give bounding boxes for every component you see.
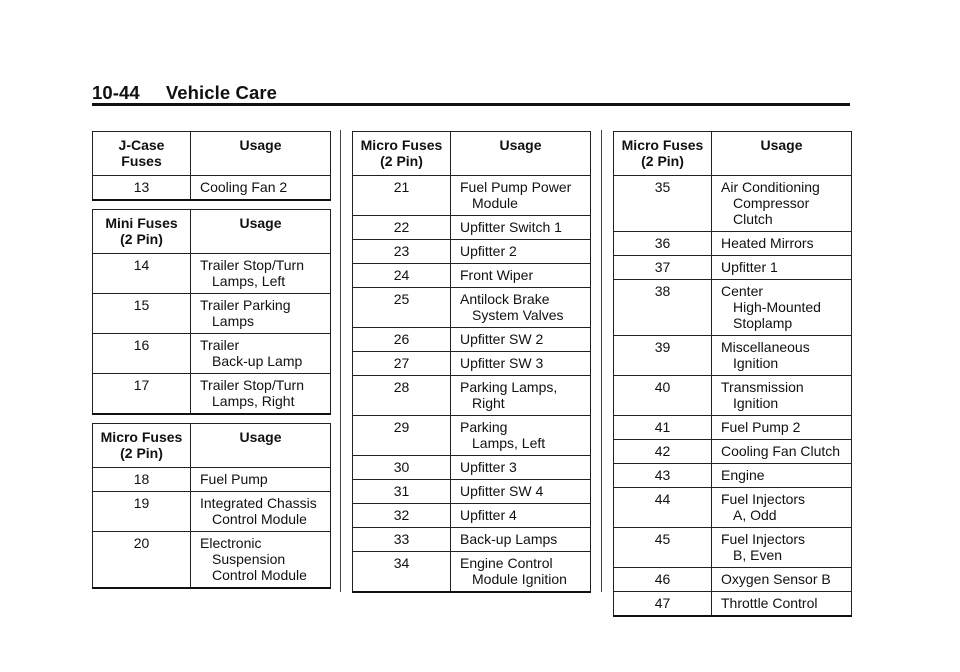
table-row bbox=[614, 568, 852, 592]
fuse-number: 22 bbox=[353, 216, 451, 240]
table-row bbox=[614, 280, 852, 336]
table-row bbox=[93, 374, 331, 415]
col-header-usage: Usage bbox=[451, 132, 591, 176]
fuse-usage-line: Trailer Parking bbox=[200, 297, 291, 313]
fuse-usage-line: Trailer bbox=[200, 337, 240, 353]
table-row bbox=[353, 352, 591, 376]
fuse-usage-line: Center bbox=[721, 283, 764, 299]
table-row bbox=[93, 468, 331, 492]
fuse-usage bbox=[712, 592, 852, 617]
fuse-number: 39 bbox=[614, 336, 712, 376]
fuse-usage-line: Upfitter 1 bbox=[721, 259, 778, 275]
table-row bbox=[614, 464, 852, 488]
fuse-usage bbox=[191, 532, 331, 589]
table-row bbox=[353, 552, 591, 593]
fuse-usage-line: B, Even bbox=[733, 547, 783, 563]
fuse-usage bbox=[712, 376, 852, 416]
col-header-fuse bbox=[614, 132, 712, 176]
fuse-table-jcase bbox=[92, 131, 331, 201]
fuse-number: 40 bbox=[614, 376, 712, 416]
fuse-number: 43 bbox=[614, 464, 712, 488]
col-header-usage: Usage bbox=[191, 424, 331, 468]
fuse-usage-line: Compressor Clutch bbox=[733, 195, 810, 227]
fuse-usage-line: Lamps, Right bbox=[212, 393, 295, 409]
fuse-usage-line: Fuel Injectors bbox=[721, 531, 806, 547]
table-row bbox=[353, 528, 591, 552]
fuse-usage-line: Back-up Lamp bbox=[212, 353, 303, 369]
table-row bbox=[614, 376, 852, 416]
fuse-usage-line: Antilock Brake bbox=[460, 291, 550, 307]
col-header-fuse-line: (2 Pin) bbox=[120, 231, 163, 247]
fuse-usage-line: Fuel Injectors bbox=[721, 491, 806, 507]
fuse-usage bbox=[451, 504, 591, 528]
table-row bbox=[614, 416, 852, 440]
fuse-usage bbox=[191, 374, 331, 415]
fuse-usage-line: Trailer Stop/Turn bbox=[200, 257, 304, 273]
col-header-fuse-line: Micro Fuses bbox=[360, 137, 443, 153]
fuse-usage-line: Back-up Lamps bbox=[460, 531, 558, 547]
table-row bbox=[353, 216, 591, 240]
table-row bbox=[614, 528, 852, 568]
fuse-number: 17 bbox=[93, 374, 191, 415]
col-header-fuse-line: (2 Pin) bbox=[120, 445, 163, 461]
fuse-usage bbox=[712, 280, 852, 336]
fuse-number: 26 bbox=[353, 328, 451, 352]
fuse-usage-line: Miscellaneous bbox=[721, 339, 810, 355]
col-header-fuse-line: (2 Pin) bbox=[641, 153, 684, 169]
fuse-usage-line: Module Ignition bbox=[472, 571, 567, 587]
fuse-usage bbox=[451, 416, 591, 456]
fuse-usage bbox=[451, 352, 591, 376]
fuse-usage-line: Fuel Pump bbox=[200, 471, 268, 487]
table-row bbox=[614, 176, 852, 232]
fuse-table-micro-2 bbox=[352, 131, 591, 593]
fuse-usage bbox=[451, 480, 591, 504]
table-row bbox=[614, 488, 852, 528]
table-row bbox=[353, 288, 591, 328]
fuse-usage-line: Suspension bbox=[212, 551, 286, 567]
fuse-number: 34 bbox=[353, 552, 451, 593]
fuse-usage bbox=[451, 216, 591, 240]
fuse-number: 42 bbox=[614, 440, 712, 464]
page-header bbox=[92, 82, 277, 104]
table-row bbox=[93, 492, 331, 532]
table-row bbox=[353, 504, 591, 528]
fuse-number: 20 bbox=[93, 532, 191, 589]
fuse-usage bbox=[712, 528, 852, 568]
fuse-usage-line: Ignition bbox=[733, 355, 779, 371]
col-header-fuse-line: J-Case bbox=[118, 137, 165, 153]
fuse-number: 16 bbox=[93, 334, 191, 374]
table-row bbox=[93, 334, 331, 374]
fuse-usage-line: Cooling Fan Clutch bbox=[721, 443, 841, 459]
fuse-usage-line: Control Module bbox=[212, 567, 307, 583]
fuse-usage bbox=[191, 334, 331, 374]
col-header-fuse-line: Mini Fuses bbox=[105, 215, 178, 231]
fuse-usage-line: Trailer Stop/Turn bbox=[200, 377, 304, 393]
fuse-number: 47 bbox=[614, 592, 712, 617]
fuse-number: 23 bbox=[353, 240, 451, 264]
fuse-usage bbox=[712, 176, 852, 232]
fuse-usage bbox=[712, 256, 852, 280]
fuse-usage bbox=[191, 176, 331, 201]
col-header-usage: Usage bbox=[191, 132, 331, 176]
fuse-usage-line: Integrated Chassis bbox=[200, 495, 317, 511]
table-row bbox=[353, 328, 591, 352]
table-row bbox=[614, 232, 852, 256]
fuse-usage-line: Engine Control bbox=[460, 555, 553, 571]
fuse-usage-line: Cooling Fan 2 bbox=[200, 179, 288, 195]
fuse-usage-line: Parking bbox=[460, 419, 508, 435]
fuse-usage-line: Lamps, Left bbox=[472, 435, 546, 451]
fuse-usage-line: Upfitter SW 2 bbox=[460, 331, 544, 347]
fuse-usage-line: Engine bbox=[721, 467, 765, 483]
page-number: 10-44 bbox=[92, 82, 140, 103]
fuse-usage-line: Upfitter 4 bbox=[460, 507, 517, 523]
fuse-usage bbox=[451, 456, 591, 480]
fuse-number: 38 bbox=[614, 280, 712, 336]
fuse-usage bbox=[712, 488, 852, 528]
fuse-usage-line: Heated Mirrors bbox=[721, 235, 814, 251]
fuse-number: 27 bbox=[353, 352, 451, 376]
fuse-usage bbox=[191, 468, 331, 492]
fuse-usage-line: Transmission bbox=[721, 379, 804, 395]
fuse-usage-line: Front Wiper bbox=[460, 267, 534, 283]
table-row bbox=[93, 254, 331, 294]
fuse-usage-line: System Valves bbox=[472, 307, 564, 323]
fuse-number: 18 bbox=[93, 468, 191, 492]
table-row bbox=[353, 176, 591, 216]
fuse-usage-line: Stoplamp bbox=[733, 315, 793, 331]
fuse-number: 46 bbox=[614, 568, 712, 592]
fuse-number: 32 bbox=[353, 504, 451, 528]
fuse-number: 29 bbox=[353, 416, 451, 456]
fuse-usage-line: A, Odd bbox=[733, 507, 777, 523]
fuse-usage-line: Upfitter 2 bbox=[460, 243, 517, 259]
fuse-number: 21 bbox=[353, 176, 451, 216]
fuse-usage-line: High-Mounted bbox=[733, 299, 821, 315]
table-row bbox=[93, 294, 331, 334]
column-divider-2 bbox=[601, 130, 602, 592]
table-row bbox=[353, 416, 591, 456]
fuse-usage-line: Right bbox=[472, 395, 505, 411]
table-row bbox=[614, 256, 852, 280]
fuse-usage bbox=[451, 528, 591, 552]
fuse-number: 25 bbox=[353, 288, 451, 328]
fuse-number: 44 bbox=[614, 488, 712, 528]
fuse-table-micro-3 bbox=[613, 131, 852, 617]
column-divider-1 bbox=[340, 130, 341, 592]
fuse-usage bbox=[451, 552, 591, 593]
header-rule bbox=[92, 103, 850, 106]
fuse-usage-line: Air Conditioning bbox=[721, 179, 820, 195]
col-header-usage: Usage bbox=[191, 210, 331, 254]
col-header-fuse-line: Micro Fuses bbox=[100, 429, 183, 445]
col-header-fuse-line: Fuses bbox=[121, 153, 162, 169]
table-row bbox=[614, 336, 852, 376]
fuse-usage bbox=[712, 336, 852, 376]
table-row bbox=[93, 176, 331, 201]
fuse-usage bbox=[712, 416, 852, 440]
fuse-usage bbox=[191, 294, 331, 334]
fuse-usage-line: Upfitter SW 3 bbox=[460, 355, 544, 371]
fuse-usage-line: Throttle Control bbox=[721, 595, 818, 611]
col-header-fuse bbox=[353, 132, 451, 176]
fuse-number: 19 bbox=[93, 492, 191, 532]
fuse-number: 41 bbox=[614, 416, 712, 440]
fuse-usage-line: Fuel Pump 2 bbox=[721, 419, 801, 435]
table-row bbox=[93, 532, 331, 589]
table-row bbox=[353, 240, 591, 264]
fuse-usage-line: Lamps bbox=[212, 313, 255, 329]
col-header-fuse bbox=[93, 424, 191, 468]
fuse-usage bbox=[712, 232, 852, 256]
fuse-usage-line: Upfitter Switch 1 bbox=[460, 219, 562, 235]
fuse-usage bbox=[712, 568, 852, 592]
table-row bbox=[353, 480, 591, 504]
fuse-usage bbox=[451, 288, 591, 328]
fuse-usage bbox=[451, 328, 591, 352]
fuse-usage-line: Fuel Pump Power bbox=[460, 179, 572, 195]
fuse-usage bbox=[451, 176, 591, 216]
fuse-number: 24 bbox=[353, 264, 451, 288]
table-row bbox=[353, 376, 591, 416]
fuse-number: 13 bbox=[93, 176, 191, 201]
fuse-number: 45 bbox=[614, 528, 712, 568]
fuse-usage bbox=[191, 492, 331, 532]
fuse-usage bbox=[451, 264, 591, 288]
col-header-fuse bbox=[93, 210, 191, 254]
col-header-fuse-line: Micro Fuses bbox=[621, 137, 704, 153]
table-row bbox=[614, 440, 852, 464]
col-header-usage: Usage bbox=[712, 132, 852, 176]
fuse-number: 28 bbox=[353, 376, 451, 416]
section-title: Vehicle Care bbox=[165, 82, 278, 103]
fuse-usage bbox=[191, 254, 331, 294]
fuse-number: 33 bbox=[353, 528, 451, 552]
fuse-number: 35 bbox=[614, 176, 712, 232]
col-header-fuse-line: (2 Pin) bbox=[380, 153, 423, 169]
fuse-usage-line: Control Module bbox=[212, 511, 307, 527]
fuse-usage-line: Electronic bbox=[200, 535, 262, 551]
fuse-usage-line: Lamps, Left bbox=[212, 273, 286, 289]
fuse-usage-line: Oxygen Sensor B bbox=[721, 571, 831, 587]
fuse-usage bbox=[451, 376, 591, 416]
col-header-fuse bbox=[93, 132, 191, 176]
fuse-usage bbox=[712, 440, 852, 464]
fuse-usage-line: Upfitter 3 bbox=[460, 459, 517, 475]
table-row bbox=[353, 264, 591, 288]
fuse-number: 30 bbox=[353, 456, 451, 480]
fuse-number: 14 bbox=[93, 254, 191, 294]
fuse-number: 37 bbox=[614, 256, 712, 280]
fuse-number: 31 bbox=[353, 480, 451, 504]
fuse-table-micro-1 bbox=[92, 423, 331, 589]
fuse-number: 36 bbox=[614, 232, 712, 256]
fuse-usage-line: Parking Lamps, bbox=[460, 379, 558, 395]
fuse-table-mini bbox=[92, 209, 331, 415]
fuse-usage bbox=[451, 240, 591, 264]
fuse-usage bbox=[712, 464, 852, 488]
table-row bbox=[614, 592, 852, 617]
fuse-usage-line: Module bbox=[472, 195, 518, 211]
table-row bbox=[353, 456, 591, 480]
fuse-number: 15 bbox=[93, 294, 191, 334]
fuse-usage-line: Ignition bbox=[733, 395, 779, 411]
fuse-usage-line: Upfitter SW 4 bbox=[460, 483, 544, 499]
